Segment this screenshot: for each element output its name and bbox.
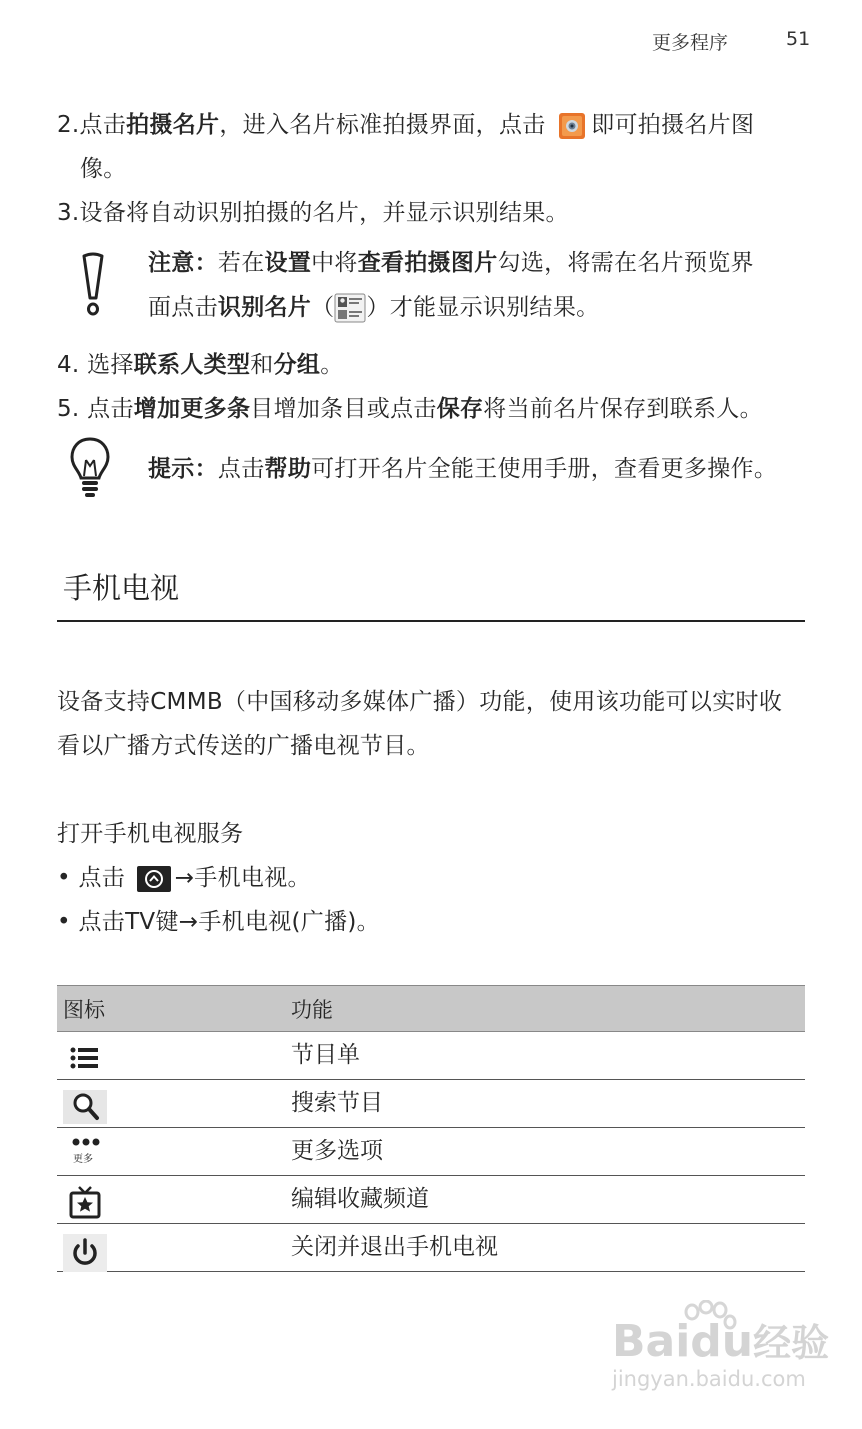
row-label: 编辑收藏频道 (291, 1186, 429, 1212)
bullet-dot: • (57, 865, 79, 891)
step-number: 5. (57, 396, 80, 422)
power-icon (63, 1232, 111, 1268)
table-row (57, 1032, 805, 1080)
note-line2: 面点击识别名片（ ）才能显示识别结果。 (148, 292, 599, 324)
header-section: 更多程序 (652, 32, 729, 54)
intro-line1: 设备支持CMMB（中国移动多媒体广播）功能，使用该功能可以实时收 (57, 689, 783, 715)
lightbulb-icon (68, 436, 112, 500)
intro-line2: 看以广播方式传送的广播电视节目。 (57, 733, 430, 759)
bullet-2: • 点击TV键→手机电视(广播)。 (57, 909, 380, 935)
note-line1: 注意：若在设置中将查看拍摄图片勾选，将需在名片预览界 (148, 250, 754, 276)
table-row (57, 1176, 805, 1224)
warning-icon (78, 252, 108, 318)
section-divider (57, 620, 805, 622)
tip-label: 提示： (148, 456, 218, 482)
app-launcher-icon (137, 866, 171, 892)
step-2-line2: 像。 (80, 156, 127, 182)
step-number: 3. (57, 200, 80, 226)
step-5: 5. 点击增加更多条目增加条目或点击保存将当前名片保存到联系人。 (57, 396, 763, 422)
row-label: 更多选项 (291, 1138, 383, 1164)
step-4: 4. 选择联系人类型和分组。 (57, 352, 344, 378)
watermark-url: jingyan.baidu.com (612, 1367, 806, 1391)
row-label: 关闭并退出手机电视 (291, 1234, 498, 1260)
bullet-1: • 点击 →手机电视。 (57, 865, 311, 891)
camera-shutter-icon (559, 113, 585, 139)
subheading: 打开手机电视服务 (57, 821, 244, 847)
table-header (57, 985, 805, 1032)
row-label: 节目单 (291, 1042, 360, 1068)
icon-function-table (57, 985, 805, 1272)
row-label: 搜索节目 (291, 1090, 383, 1116)
business-card-icon (334, 292, 366, 324)
note-label: 注意： (148, 250, 218, 276)
watermark-brand: Baidu经验 (612, 1316, 830, 1367)
header-icon-col: 图标 (63, 998, 105, 1022)
bullet-dot: • (57, 909, 79, 935)
table-row (57, 1224, 805, 1272)
step-3: 3.设备将自动识别拍摄的名片，并显示识别结果。 (57, 200, 569, 226)
table-row (57, 1080, 805, 1128)
more-icon (63, 1132, 111, 1168)
favorite-tv-icon (63, 1184, 111, 1220)
step-2: 2.点击拍摄名片，进入名片标准拍摄界面，点击 即可拍摄名片图 (57, 112, 755, 138)
table-row (57, 1128, 805, 1176)
more-icon-caption: 更多 (73, 1154, 93, 1165)
tip-line: 提示：点击帮助可打开名片全能王使用手册，查看更多操作。 (148, 456, 778, 482)
page-number: 51 (786, 28, 811, 50)
header-function-col: 功能 (291, 998, 333, 1022)
list-icon (63, 1040, 111, 1076)
step-number: 2. (57, 112, 80, 138)
step-number: 4. (57, 352, 80, 378)
search-icon (63, 1088, 111, 1124)
section-title: 手机电视 (63, 571, 180, 605)
